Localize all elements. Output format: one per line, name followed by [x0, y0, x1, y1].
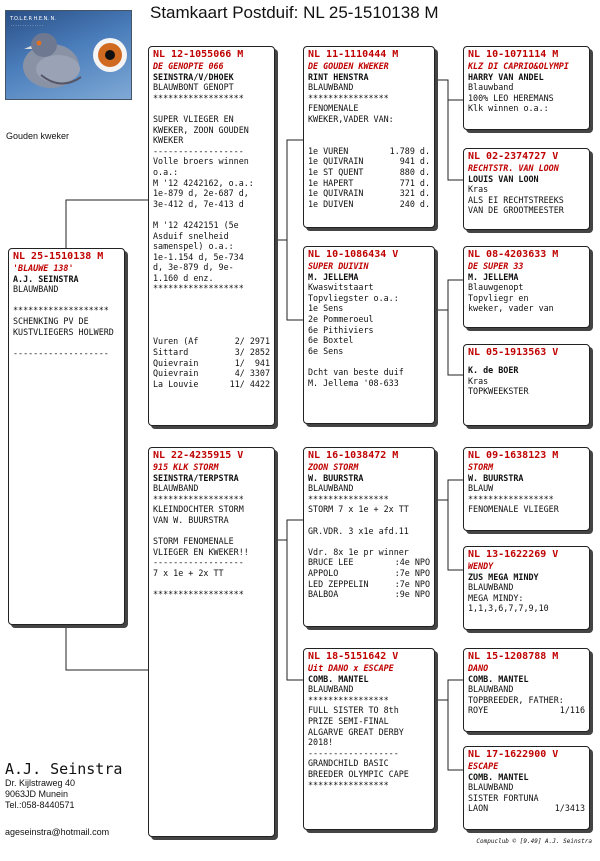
result-row	[308, 188, 430, 199]
card-line: MEGA MINDY:	[468, 592, 524, 603]
result-race: ROYE	[468, 705, 489, 716]
result-race: 1e DUIVEN	[308, 198, 354, 209]
card-notes	[468, 782, 585, 803]
card-line	[308, 356, 430, 367]
card-line: BLAUWBAND	[468, 782, 514, 793]
pigeon-name: DE SUPER 33	[468, 261, 524, 271]
card-line	[308, 515, 430, 526]
card-line	[153, 294, 270, 305]
card-line: 1,1,3,6,7,7,9,10	[468, 603, 549, 614]
ring-number: NL 10-1086434 V	[308, 249, 399, 260]
father-card[interactable]	[148, 46, 275, 426]
card-notes	[308, 684, 430, 790]
owner-name: M. JELLEMA	[308, 271, 359, 282]
mff-card[interactable]	[463, 447, 590, 531]
result-race: 1e VUREN	[308, 145, 349, 156]
card-line: ------------------	[153, 557, 244, 568]
result-row	[308, 146, 430, 157]
ring-number: NL 16-1038472 M	[308, 450, 399, 461]
result-place: 2/ 2971	[234, 336, 270, 347]
ffm-card[interactable]	[463, 148, 590, 230]
pigeon-name: RECHTSTR. VAN LOON	[468, 163, 559, 173]
card-line: ******************	[153, 92, 244, 103]
card-line: PRIZE SEMI-FINAL	[308, 715, 389, 726]
card-line: VLIEGER EN KWEKER!!	[153, 546, 249, 557]
pigeon-name: ESCAPE	[468, 761, 499, 771]
mmf-card[interactable]	[463, 648, 590, 732]
card-notes	[308, 483, 430, 557]
card-line: STORM FENOMENALE	[153, 536, 234, 547]
fmm-card[interactable]	[463, 344, 590, 426]
card-line: Kwaswitstaart	[308, 282, 374, 293]
card-line	[153, 209, 270, 220]
result-row	[308, 589, 430, 600]
card-line: FENOMENALE	[308, 103, 359, 114]
card-line	[308, 125, 430, 136]
result-race: 1e QUIVRAIN	[308, 156, 364, 167]
card-line: Volle broers winnen	[153, 156, 249, 167]
card-line: SUPER VLIEGER EN	[153, 113, 234, 124]
card-line: 1e-879 d, 2e-687 d,	[153, 188, 249, 199]
pigeon-name: ZOON STORM	[308, 462, 359, 472]
card-line: 3e-412 d, 7e-413 d	[153, 198, 244, 209]
breeder-phone: Tel.:058-8440571	[5, 800, 75, 810]
pigeon-name: DE GENOPTE 066	[153, 61, 224, 71]
card-line: BLAUWBAND	[308, 82, 354, 93]
card-line: M. Jellema '08-633	[308, 377, 399, 388]
card-line: KWEKER, ZOON GOUDEN	[153, 124, 249, 135]
mmm-card[interactable]	[463, 746, 590, 830]
result-place: 771 d.	[399, 177, 430, 188]
breeder-address-2: 9063JD Munein	[5, 789, 69, 799]
card-line: 1e-1.154 d, 5e-734	[153, 251, 244, 262]
card-line	[153, 326, 270, 337]
owner-name: W. BUURSTRA	[308, 472, 364, 483]
result-race: LED ZEPPELIN	[308, 578, 369, 589]
card-notes	[468, 483, 585, 515]
card-notes	[468, 376, 585, 397]
result-row	[153, 347, 270, 358]
card-line: Vdr. 8x 1e pr winner	[308, 546, 409, 557]
card-line: KUSTVLIEGERS HOLWERD	[13, 326, 114, 337]
pigeon-name: 915 KLK STORM	[153, 462, 219, 472]
card-line: ------------------	[308, 747, 399, 758]
owner-name: W. BUURSTRA	[468, 472, 524, 483]
result-place: :7e NPO	[394, 578, 430, 589]
card-line: TOPKWEEKSTER	[468, 386, 529, 397]
result-place: :7e NPO	[394, 567, 430, 578]
card-line: SISTER FORTUNA	[468, 792, 539, 803]
card-line: Blauwgenopt	[468, 282, 524, 293]
card-line: ******************	[153, 589, 244, 600]
result-place: 1/3413	[554, 803, 585, 814]
owner-name: A.J. SEINSTRA	[13, 273, 79, 284]
card-line: o.a.:	[153, 166, 179, 177]
mother-card[interactable]	[148, 447, 275, 837]
owner-name: COMB. MANTEL	[468, 673, 529, 684]
card-line: *******************	[13, 305, 109, 316]
result-row	[308, 167, 430, 178]
result-race: Sittard	[153, 347, 189, 358]
card-line: STORM 7 x 1e + 2x TT	[308, 504, 409, 515]
result-race: Vuren (Af	[153, 336, 199, 347]
card-line: -------------------	[13, 347, 109, 358]
result-row	[308, 178, 430, 189]
card-line: ****************	[308, 92, 389, 103]
card-line: kweker, vader van	[468, 303, 554, 314]
card-line: BLAUWBAND	[468, 582, 514, 593]
card-line: BLAUWBAND	[308, 684, 354, 695]
card-line	[308, 536, 430, 547]
result-row	[308, 579, 430, 590]
card-line: ****************	[308, 493, 389, 504]
card-line: GRANDCHILD BASIC	[308, 758, 389, 769]
ring-number: NL 11-1110444 M	[308, 49, 399, 60]
pigeon-name: DANO	[468, 663, 489, 673]
result-row	[308, 568, 430, 579]
ring-number: NL 22-4235915 V	[153, 450, 244, 461]
card-line	[153, 526, 270, 537]
result-row	[153, 379, 270, 390]
card-notes	[153, 483, 270, 600]
card-line: ------------------	[153, 145, 244, 156]
mother-father-card[interactable]	[303, 447, 435, 627]
card-line: 2e Pommeroeul	[308, 313, 374, 324]
result-row	[153, 368, 270, 379]
card-line: Blauwband	[468, 82, 514, 93]
result-place: 1/116	[559, 705, 585, 716]
result-race: 1e QUIVRAIN	[308, 188, 364, 199]
card-line: SCHENKING PV DE	[13, 315, 89, 326]
card-line: KLEINDOCHTER STORM	[153, 504, 244, 515]
card-line: VAN DE GROOTMEESTER	[468, 205, 564, 216]
card-line: BLAUWBAND	[468, 684, 514, 695]
result-place: 11/ 4422	[229, 378, 270, 389]
breeder-name: A.J. Seinstra	[5, 760, 123, 778]
ring-number: NL 12-1055066 M	[153, 49, 244, 60]
card-line: FENOMENALE VLIEGER	[468, 504, 559, 515]
card-line	[153, 315, 270, 326]
owner-name: LOUIS VAN LOON	[468, 173, 539, 184]
card-line: TOPBREEDER, FATHER:	[468, 694, 564, 705]
result-row	[468, 803, 585, 814]
card-line: Dcht van beste duif	[308, 366, 404, 377]
card-line: *****************	[468, 493, 554, 504]
result-race: Quievrain	[153, 357, 199, 368]
card-line: VAN W. BUURSTRA	[153, 514, 229, 525]
card-line: BREEDER OLYMPIC CAPE	[308, 768, 409, 779]
card-line: d, 3e-879 d, 9e-	[153, 262, 234, 273]
card-line: 7 x 1e + 2x TT	[153, 567, 224, 578]
result-row	[468, 705, 585, 716]
result-race: LAON	[468, 803, 489, 814]
ring-number: NL 25-1510138 M	[13, 251, 104, 262]
card-line: 6e Boxtel	[308, 335, 354, 346]
owner-name: HARRY VAN ANDEL	[468, 71, 544, 82]
father-father-card[interactable]	[303, 46, 435, 228]
result-place: 3/ 2852	[234, 347, 270, 358]
card-line: 2018!	[308, 737, 334, 748]
result-race: BALBOA	[308, 589, 339, 600]
card-line: Kras	[468, 375, 489, 386]
card-line	[13, 295, 120, 306]
card-line: GR.VDR. 3 x1e afd.11	[308, 525, 409, 536]
card-line: Topvliegster o.a.:	[308, 292, 399, 303]
ring-number: NL 02-2374727 V	[468, 151, 559, 162]
results-table	[468, 705, 585, 716]
owner-name: RINT HENSTRA	[308, 71, 369, 82]
card-line: BLAUW	[468, 483, 494, 494]
results-table	[308, 146, 430, 210]
card-line	[153, 103, 270, 114]
card-line: M '12 4242151 (5e	[153, 219, 239, 230]
card-notes	[153, 82, 270, 336]
mfm-card[interactable]	[463, 546, 590, 630]
card-line: samenspel) o.a.:	[153, 241, 234, 252]
ring-number: NL 08-4203633 M	[468, 249, 559, 260]
breeder-block	[5, 760, 122, 811]
pigeon-name: KLZ DI CAPRIO&OLYMPI	[468, 61, 569, 71]
results-table	[153, 336, 270, 389]
fmf-card[interactable]	[463, 246, 590, 328]
results-table	[308, 557, 430, 599]
card-line: BLAUWBAND	[153, 483, 199, 494]
card-line: ALS EI RECHTSTREEKS	[468, 194, 564, 205]
card-line: 6e Sens	[308, 345, 344, 356]
footer-credit: Compuclub © [9.49] A.J. Seinstra	[476, 838, 592, 845]
pigeon-name: DE GOUDEN KWEKER	[308, 61, 389, 71]
result-place: 941 d.	[399, 156, 430, 167]
card-line: BLAUWBONT GENOPT	[153, 82, 234, 93]
card-notes	[468, 684, 585, 705]
card-line: Kras	[468, 184, 489, 195]
result-row	[308, 156, 430, 167]
svg-text:T.O.L.E.R H.E.N. N.: T.O.L.E.R H.E.N. N.	[10, 16, 56, 22]
card-notes	[468, 282, 585, 314]
result-race: Quievrain	[153, 368, 199, 379]
mother-mother-card[interactable]	[303, 648, 435, 830]
results-table	[468, 803, 585, 814]
owner-name: COMB. MANTEL	[468, 771, 529, 782]
ring-number: NL 10-1071114 M	[468, 49, 559, 60]
ring-number: NL 15-1208788 M	[468, 651, 559, 662]
ring-number: NL 13-1622269 V	[468, 549, 559, 560]
card-notes	[468, 82, 585, 114]
card-line: KWEKER	[153, 135, 184, 146]
card-line: ****************	[308, 694, 389, 705]
card-line: 6e Pithiviers	[308, 324, 374, 335]
breeder-email[interactable]: ageseinstra@hotmail.com	[5, 827, 110, 837]
card-line: 1.160 d enz.	[153, 272, 214, 283]
result-place: 4/ 3307	[234, 368, 270, 379]
card-notes	[308, 82, 430, 146]
card-line: M '12 4242162, o.a.:	[153, 177, 254, 188]
card-line	[308, 135, 430, 146]
pigeon-name: STORM	[468, 462, 494, 472]
svg-text:..............: ..............	[10, 22, 44, 27]
ring-number: NL 18-5151642 V	[308, 651, 399, 662]
gouden-kweker-label: Gouden kweker	[6, 131, 70, 141]
result-row	[308, 557, 430, 568]
page-title: Stamkaart Postduif: NL 25-1510138 M	[150, 3, 439, 22]
result-place: 240 d.	[399, 198, 430, 209]
result-place: :4e NPO	[394, 557, 430, 568]
result-row	[308, 199, 430, 210]
owner-name: K. de BOER	[468, 365, 519, 375]
ring-number: NL 17-1622900 V	[468, 749, 559, 760]
card-line: ******************	[153, 283, 244, 294]
card-line	[153, 305, 270, 316]
result-row	[153, 358, 270, 369]
result-place: 880 d.	[399, 166, 430, 177]
fff-card[interactable]	[463, 46, 590, 130]
pigeon-name: Uit DANO x ESCAPE	[308, 663, 394, 673]
card-notes	[13, 284, 120, 358]
card-notes	[468, 582, 585, 614]
subject-card[interactable]	[8, 248, 125, 625]
card-line: 1e Sens	[308, 303, 344, 314]
card-line: KWEKER,VADER VAN:	[308, 113, 394, 124]
result-place: :9e NPO	[394, 589, 430, 600]
ring-number: NL 05-1913563 V	[468, 347, 559, 358]
father-mother-card[interactable]	[303, 246, 435, 424]
result-row	[153, 336, 270, 347]
card-notes	[468, 184, 585, 216]
card-line: Asduif snelheid	[153, 230, 229, 241]
card-line: ******************	[153, 493, 244, 504]
result-place: 321 d.	[399, 188, 430, 199]
result-place: 1/ 941	[234, 357, 270, 368]
card-line: Topvliegr en	[468, 292, 529, 303]
result-race: La Louvie	[153, 378, 199, 389]
result-race: 1e ST QUENT	[308, 166, 364, 177]
card-line	[13, 337, 120, 348]
result-race: APPOLO	[308, 567, 339, 578]
result-race: 1e HAPERT	[308, 177, 354, 188]
breeder-address-1: Dr. Kijlstraweg 40	[5, 778, 76, 788]
card-line: 100% LEO HEREMANS	[468, 92, 554, 103]
owner-name: M. JELLEMA	[468, 271, 519, 282]
card-line: BLAUWBAND	[308, 483, 354, 494]
pigeon-name: SUPER DUIVIN	[308, 261, 369, 271]
result-race: BRUCE LEE	[308, 557, 354, 568]
owner-name: COMB. MANTEL	[308, 673, 369, 684]
card-line: Klk winnen o.a.:	[468, 103, 549, 114]
card-notes	[308, 282, 430, 388]
ring-number: NL 09-1638123 M	[468, 450, 559, 461]
owner-name: ZUS MEGA MINDY	[468, 571, 539, 582]
card-line: FULL SISTER TO 8th	[308, 705, 399, 716]
card-line: ****************	[308, 779, 389, 790]
card-line: ALGARVE GREAT DERBY	[308, 726, 404, 737]
result-place: 1.789 d.	[389, 145, 430, 156]
card-line: BLAUWBAND	[13, 284, 59, 295]
owner-name: SEINSTRA/V/DHOEK	[153, 71, 234, 82]
pigeon-name: 'BLAUWE 138'	[13, 263, 74, 273]
owner-name: SEINSTRA/TERPSTRA	[153, 472, 239, 483]
pigeon-name: WENDY	[468, 561, 494, 571]
card-line	[153, 579, 270, 590]
